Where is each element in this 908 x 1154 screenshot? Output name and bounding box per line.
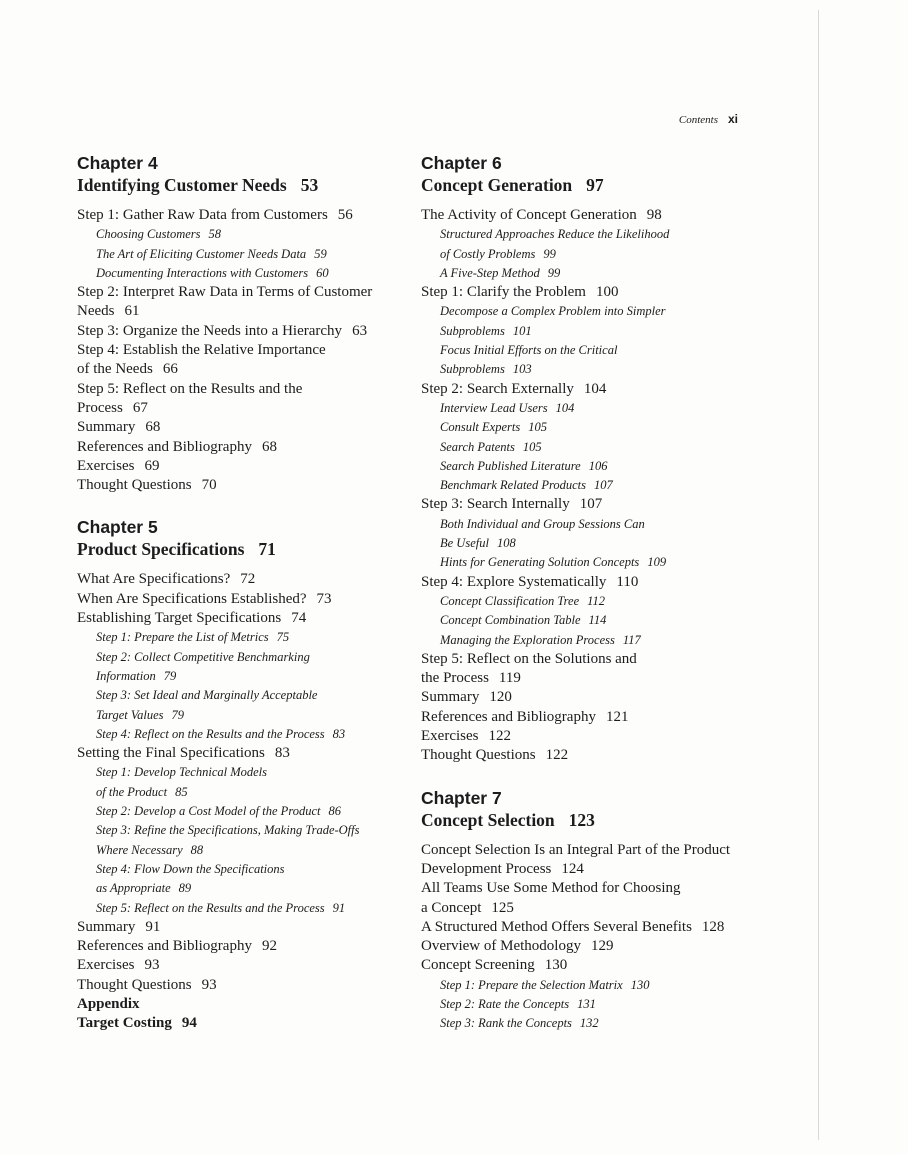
chapter-section [421,788,751,1034]
toc-entry [77,976,397,995]
toc-entry-text: Step 2: Collect Competitive Benchmarking [96,649,310,664]
toc-page-number: 114 [588,613,607,628]
toc-page-number: 93 [144,957,160,974]
toc-entry-text: Information [96,668,156,683]
toc-page-number: 130 [544,957,568,974]
toc-entry-text: Step 2: Develop a Cost Model of the Product [96,804,321,819]
toc-subentry [421,399,751,418]
toc-page-number: 72 [240,571,256,588]
toc-subentry [421,225,751,244]
toc-subentry [421,976,751,995]
toc-entry [77,360,397,379]
toc-page-number: 89 [178,881,192,896]
toc-subentry [421,322,751,341]
toc-entry [77,380,397,399]
toc-entry-text: Both Individual and Group Sessions Can [440,516,645,531]
chapter-label: Chapter 7 [421,787,502,808]
toc-subentry [77,245,397,264]
toc-subentry [421,341,751,360]
chapter-title-text: Identifying Customer Needs [77,175,287,195]
toc-subentry [77,686,397,705]
toc-entry-text: Subproblems [440,323,505,338]
toc-entry-text: Summary [77,918,136,935]
toc-page-number: 112 [587,593,605,608]
toc-entry-text: as Appropriate [96,881,171,896]
toc-entry [77,457,397,476]
toc-page-number: 104 [583,380,607,397]
chapter-title-text: Product Specifications [77,539,245,560]
toc-entry-text: Structured Approaches Reduce the Likelihood [440,227,670,242]
toc-page-number: 68 [261,438,277,455]
toc-entry [421,708,751,727]
chapter-title [77,174,397,197]
toc-entry [421,650,751,669]
toc-subentry [77,763,397,782]
chapter-section [421,153,751,766]
toc-page-number: 61 [124,303,140,320]
toc-subentry [77,802,397,821]
toc-entry [421,688,751,707]
toc-page-number: 86 [328,804,341,819]
toc-entry-text: Step 4: Explore Systematically [421,573,607,590]
toc-entry-text: When Are Specifications Established? [77,590,307,607]
toc-subentry [77,628,397,647]
toc-entry-text: Search Patents [440,439,515,454]
toc-entry-text: Step 3: Organize the Needs into a Hierarchy [77,322,343,339]
toc-subentry [77,667,397,686]
toc-entry-text: Process [77,399,123,416]
toc-entry [421,669,751,688]
toc-subentry [77,706,397,725]
toc-entry-text: Step 1: Clarify the Problem [421,284,586,301]
toc-entry-text: What Are Specifications? [77,571,231,588]
toc-entry-text: Setting the Final Specifications [77,745,265,762]
toc-entry-text: References and Bibliography [77,938,252,955]
toc-subentry [421,476,751,495]
toc-entry [421,860,751,879]
toc-entry [77,438,397,457]
toc-entry [77,341,397,360]
toc-page-number: 91 [332,900,346,915]
toc-subentry [421,995,751,1014]
toc-entry-text: Step 3: Rank the Concepts [440,1016,572,1031]
toc-subentry [77,648,397,667]
toc-page-number: 100 [595,284,619,301]
toc-page-number: 83 [332,726,346,741]
toc-subentry [421,418,751,437]
toc-page-number: 125 [491,899,514,916]
chapter-label: Chapter 5 [77,517,158,538]
toc-entry-text: A Structured Method Offers Several Benefits [421,918,692,935]
toc-entry-text: Step 3: Set Ideal and Marginally Acceptable [96,688,318,703]
chapter-title [421,174,751,197]
toc-page-number: 69 [144,457,160,474]
toc-entry-text: Step 4: Flow Down the Specifications [96,861,285,876]
toc-subentry [421,592,751,611]
running-header-label: Contents [678,114,718,126]
toc-page-number: 109 [647,555,667,570]
toc-entry-text: Development Process [421,860,552,877]
toc-page-number: 120 [489,689,512,706]
toc-subentry [77,899,397,918]
toc-entry [77,570,397,589]
toc-entry-text: Concept Screening [421,957,535,974]
toc-entry [421,879,751,898]
toc-page-number: 63 [352,322,368,339]
toc-entry-text: The Art of Eliciting Customer Needs Data [96,246,307,261]
right-column [421,153,751,1056]
toc-entry [77,1014,397,1033]
toc-entry-text: Concept Selection Is an Integral Part of the Product [421,841,731,858]
chapter-title [421,809,751,832]
toc-entry-text: Be Useful [440,536,489,551]
toc-entry-text: Step 2: Rate the Concepts [440,996,570,1011]
toc-page-number: 94 [181,1015,197,1032]
toc-subentry [77,841,397,860]
toc-entry-text: Hints for Generating Solution Concepts [440,555,640,570]
toc-subentry [77,725,397,744]
toc-entry-text: Documenting Interactions with Customers [96,265,309,280]
toc-page-number: 124 [561,860,584,877]
toc-entry-text: of Costly Problems [440,246,536,261]
toc-subentry [421,264,751,283]
toc-subentry [421,611,751,630]
toc-entry-text: Step 1: Gather Raw Data from Customers [77,207,328,223]
toc-entry-text: of the Product [96,784,168,799]
toc-page-number: 91 [145,918,161,935]
toc-entry-text: A Five-Step Method [440,265,540,280]
toc-entry [77,609,397,628]
toc-subentry [77,879,397,898]
toc-entry-text: the Process [421,670,489,687]
toc-entry-text: Step 2: Search Externally [421,380,574,397]
toc-entry [421,841,751,860]
chapter-page-number: 53 [300,175,319,195]
toc-entry [77,937,397,956]
toc-entry-text: Subproblems [440,362,505,377]
toc-subentry [421,515,751,534]
chapter-section [77,153,397,495]
toc-page-number: 132 [579,1016,599,1031]
toc-page-number: 106 [588,458,608,473]
chapter-label: Chapter 4 [77,153,158,173]
toc-entry-text: Establishing Target Specifications [77,610,282,627]
toc-entry [77,322,397,341]
toc-entry [421,918,751,937]
chapter-title-text: Concept Generation [421,175,573,195]
toc-subentry [421,1014,751,1033]
toc-page-number: 105 [522,439,542,454]
toc-entry-text: Exercises [77,957,135,974]
toc-entry-text: Exercises [421,728,479,745]
toc-entry-text: Step 3: Refine the Specifications, Making Trade-Offs [96,823,360,838]
toc-entry-text: Summary [77,419,136,436]
toc-page-number: 107 [594,478,613,493]
toc-entry [77,476,397,495]
toc-page-number: 73 [316,590,332,607]
toc-entry [421,206,751,225]
toc-page-number: 85 [175,784,188,799]
toc-subentry [77,225,397,244]
page-number: xi [727,112,738,126]
toc-entry [421,956,751,975]
toc-entry [421,899,751,918]
toc-entry-text: Decompose a Complex Problem into Simpler [440,304,666,319]
toc-page-number: 130 [630,977,650,992]
toc-entry-text: of the Needs [77,361,153,378]
toc-entry-text: Appendix [77,995,140,1012]
toc-entry-text: Search Published Literature [440,458,581,473]
toc-page-number: 121 [605,708,629,725]
toc-subentry [421,553,751,572]
toc-subentry [77,264,397,283]
toc-page-number: 110 [616,573,639,590]
toc-subentry [421,534,751,553]
toc-page-number: 88 [190,842,204,857]
toc-page-number: 58 [208,227,222,242]
toc-entry [77,590,397,609]
toc-subentry [77,821,397,840]
toc-page-number: 105 [528,420,547,435]
chapter-title-text: Concept Selection [421,809,555,830]
toc-page-number: 119 [498,670,521,687]
toc-entry-text: Target Costing [77,1015,172,1032]
toc-entry-text: All Teams Use Some Method for Choosing [421,880,681,897]
toc-page-number: 75 [276,630,290,645]
toc-entry-text: Where Necessary [96,842,183,857]
toc-entry-text: Focus Initial Efforts on the Critical [440,343,618,358]
chapter-page-number: 71 [258,539,276,560]
toc-entry-text: Step 4: Reflect on the Results and the Process [96,726,325,741]
toc-page-number: 59 [314,246,327,261]
toc-entry-text: Step 1: Prepare the Selection Matrix [440,977,623,992]
toc-entry-text: Step 5: Reflect on the Solutions and [421,650,637,667]
toc-entry [77,418,397,437]
toc-entry-text: Step 5: Reflect on the Results and the [77,380,303,397]
chapter-section [77,517,397,1033]
toc-subentry [421,438,751,457]
toc-entry [421,380,751,399]
toc-entry-text: Concept Combination Table [440,613,581,628]
toc-entry-text: Choosing Customers [96,227,201,242]
toc-entry [77,744,397,763]
toc-entry [421,283,751,302]
toc-page-number: 83 [274,745,290,762]
toc-page-number: 79 [171,707,184,722]
toc-entry-text: a Concept [421,899,482,916]
toc-entry [421,937,751,956]
toc-entry [77,918,397,937]
toc-subentry [421,631,751,650]
toc-entry-text: The Activity of Concept Generation [421,207,637,223]
toc-page-number: 131 [577,996,596,1011]
toc-page-number: 122 [488,728,511,745]
toc-page-number: 122 [545,747,569,764]
toc-entry-text: References and Bibliography [421,708,596,725]
chapter-page-number: 97 [586,175,604,195]
chapter-label: Chapter 6 [421,153,502,173]
toc-page-number: 60 [316,265,329,280]
toc-subentry [77,860,397,879]
chapter-page-number: 123 [568,809,595,830]
toc-page-number: 99 [547,265,561,280]
toc-entry [77,399,397,418]
left-column [77,153,397,1056]
toc-page-number: 79 [163,668,177,683]
toc-page-number: 68 [145,419,161,436]
toc-subentry [421,302,751,321]
toc-page-number: 108 [496,536,516,551]
toc-entry-text: Exercises [77,457,135,474]
toc-entry-text: References and Bibliography [77,438,252,455]
toc-entry [77,206,397,225]
toc-entry [421,573,751,592]
toc-entry-text: Concept Classification Tree [440,593,580,608]
page-edge-rule [818,10,819,1140]
toc-page-number: 70 [201,477,217,494]
toc-entry-text: Thought Questions [77,477,192,494]
toc-subentry [421,360,751,379]
toc-entry-text: Step 2: Interpret Raw Data in Terms of Customer [77,284,373,301]
toc-entry [421,746,751,765]
toc-page-number: 99 [543,246,556,261]
running-header [0,112,738,126]
toc-entry [77,956,397,975]
toc-entry-text: Target Values [96,707,164,722]
toc-entry [77,995,397,1014]
toc-entry-text: Summary [421,689,480,706]
toc-entry-text: Thought Questions [421,747,536,764]
toc-page-number: 66 [162,361,178,378]
toc-entry-text: Consult Experts [440,420,521,435]
toc-entry-text: Interview Lead Users [440,400,548,415]
toc-entry-text: Needs [77,303,115,320]
toc-page-number: 117 [622,632,641,647]
toc-subentry [77,783,397,802]
toc-page-number: 93 [201,976,217,993]
toc-entry [77,283,397,302]
toc-entry [77,302,397,321]
toc-page-number: 67 [132,399,148,416]
toc-page-number: 103 [512,362,532,377]
toc-entry-text: Step 4: Establish the Relative Importance [77,342,326,359]
toc-page-number: 107 [579,496,603,513]
toc-entry [421,727,751,746]
toc-entry [421,495,751,514]
toc-page-number: 101 [512,323,532,338]
chapter-title [77,538,397,561]
toc-page-number: 104 [555,400,575,415]
toc-entry-text: Step 1: Prepare the List of Metrics [96,630,269,645]
toc-page-number: 129 [590,938,614,955]
toc-page-number: 92 [261,938,277,955]
toc-entry-text: Step 1: Develop Technical Models [96,765,268,780]
toc-page-number: 56 [337,207,353,223]
toc-subentry [421,457,751,476]
toc-page-number: 128 [701,918,725,935]
toc-entry-text: Managing the Exploration Process [440,632,615,647]
toc-entry-text: Overview of Methodology [421,938,581,955]
toc-entry-text: Step 3: Search Internally [421,496,570,513]
toc-page-number: 74 [291,610,307,627]
toc-entry-text: Thought Questions [77,976,192,993]
toc-page-number: 98 [646,207,662,223]
toc-subentry [421,245,751,264]
toc-entry-text: Step 5: Reflect on the Results and the Process [96,900,325,915]
toc-entry-text: Benchmark Related Products [440,478,587,493]
